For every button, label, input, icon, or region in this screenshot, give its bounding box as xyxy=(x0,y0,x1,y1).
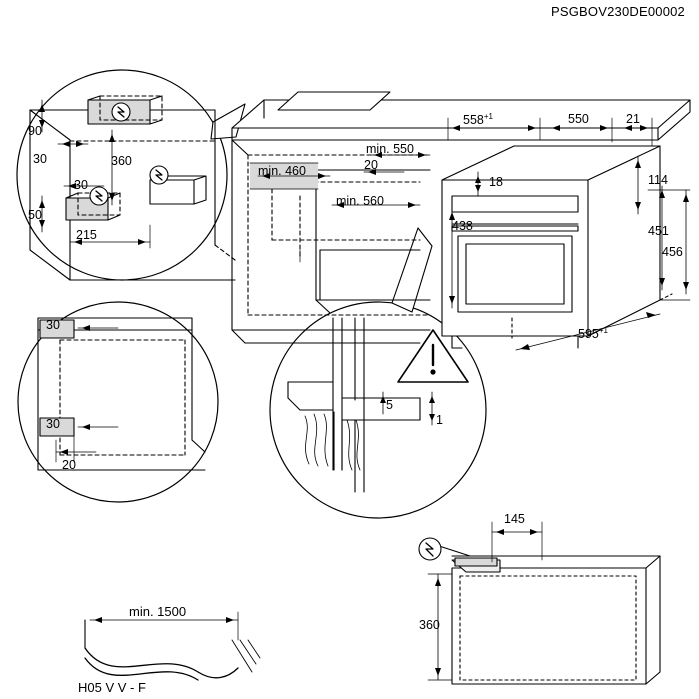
dim-451: 451 xyxy=(648,224,669,238)
dim-438: 438 xyxy=(452,219,473,233)
dim-min-560: min. 560 xyxy=(336,194,384,208)
dim-1: 1 xyxy=(436,413,443,427)
dim-21: 21 xyxy=(626,112,640,126)
dim-min-460: min. 460 xyxy=(258,164,306,178)
dim-550: 550 xyxy=(568,112,589,126)
detail-bottom-right xyxy=(419,522,660,684)
dim-114: 114 xyxy=(648,173,668,187)
dim-30-upper: 30 xyxy=(33,152,47,166)
dim-90: 90 xyxy=(28,124,42,138)
dim-558: $558^{+1}$ xyxy=(463,112,493,128)
dim-30-lower: 30 xyxy=(74,178,88,192)
dim-456: 456 xyxy=(662,245,683,259)
cable-type-label: H05 V V - F xyxy=(78,680,146,695)
dim-145: 145 xyxy=(504,512,525,526)
dim-mid-20: 20 xyxy=(62,458,76,472)
dim-215: 215 xyxy=(76,228,97,242)
dim-360: 360 xyxy=(111,154,132,168)
detail-cable xyxy=(85,612,260,680)
dim-niche-20: 20 xyxy=(364,158,378,172)
dim-5: 5 xyxy=(386,398,393,412)
dim-mid-30-upper: 30 xyxy=(46,318,60,332)
dim-50: 50 xyxy=(28,208,42,222)
dim-mid-30-lower: 30 xyxy=(46,417,60,431)
dim-cable-length: min. 1500 xyxy=(129,604,187,619)
dim-360-rear: 360 xyxy=(419,618,440,632)
dim-min-550: min. 550 xyxy=(366,142,414,156)
dim-18: 18 xyxy=(489,175,503,189)
detail-circle-top-left xyxy=(17,70,245,280)
dim-595: $595^{+1}$ xyxy=(578,326,608,342)
detail-circle-mid-left xyxy=(18,302,218,502)
document-code: PSGBOV230DE00002 xyxy=(550,4,685,19)
